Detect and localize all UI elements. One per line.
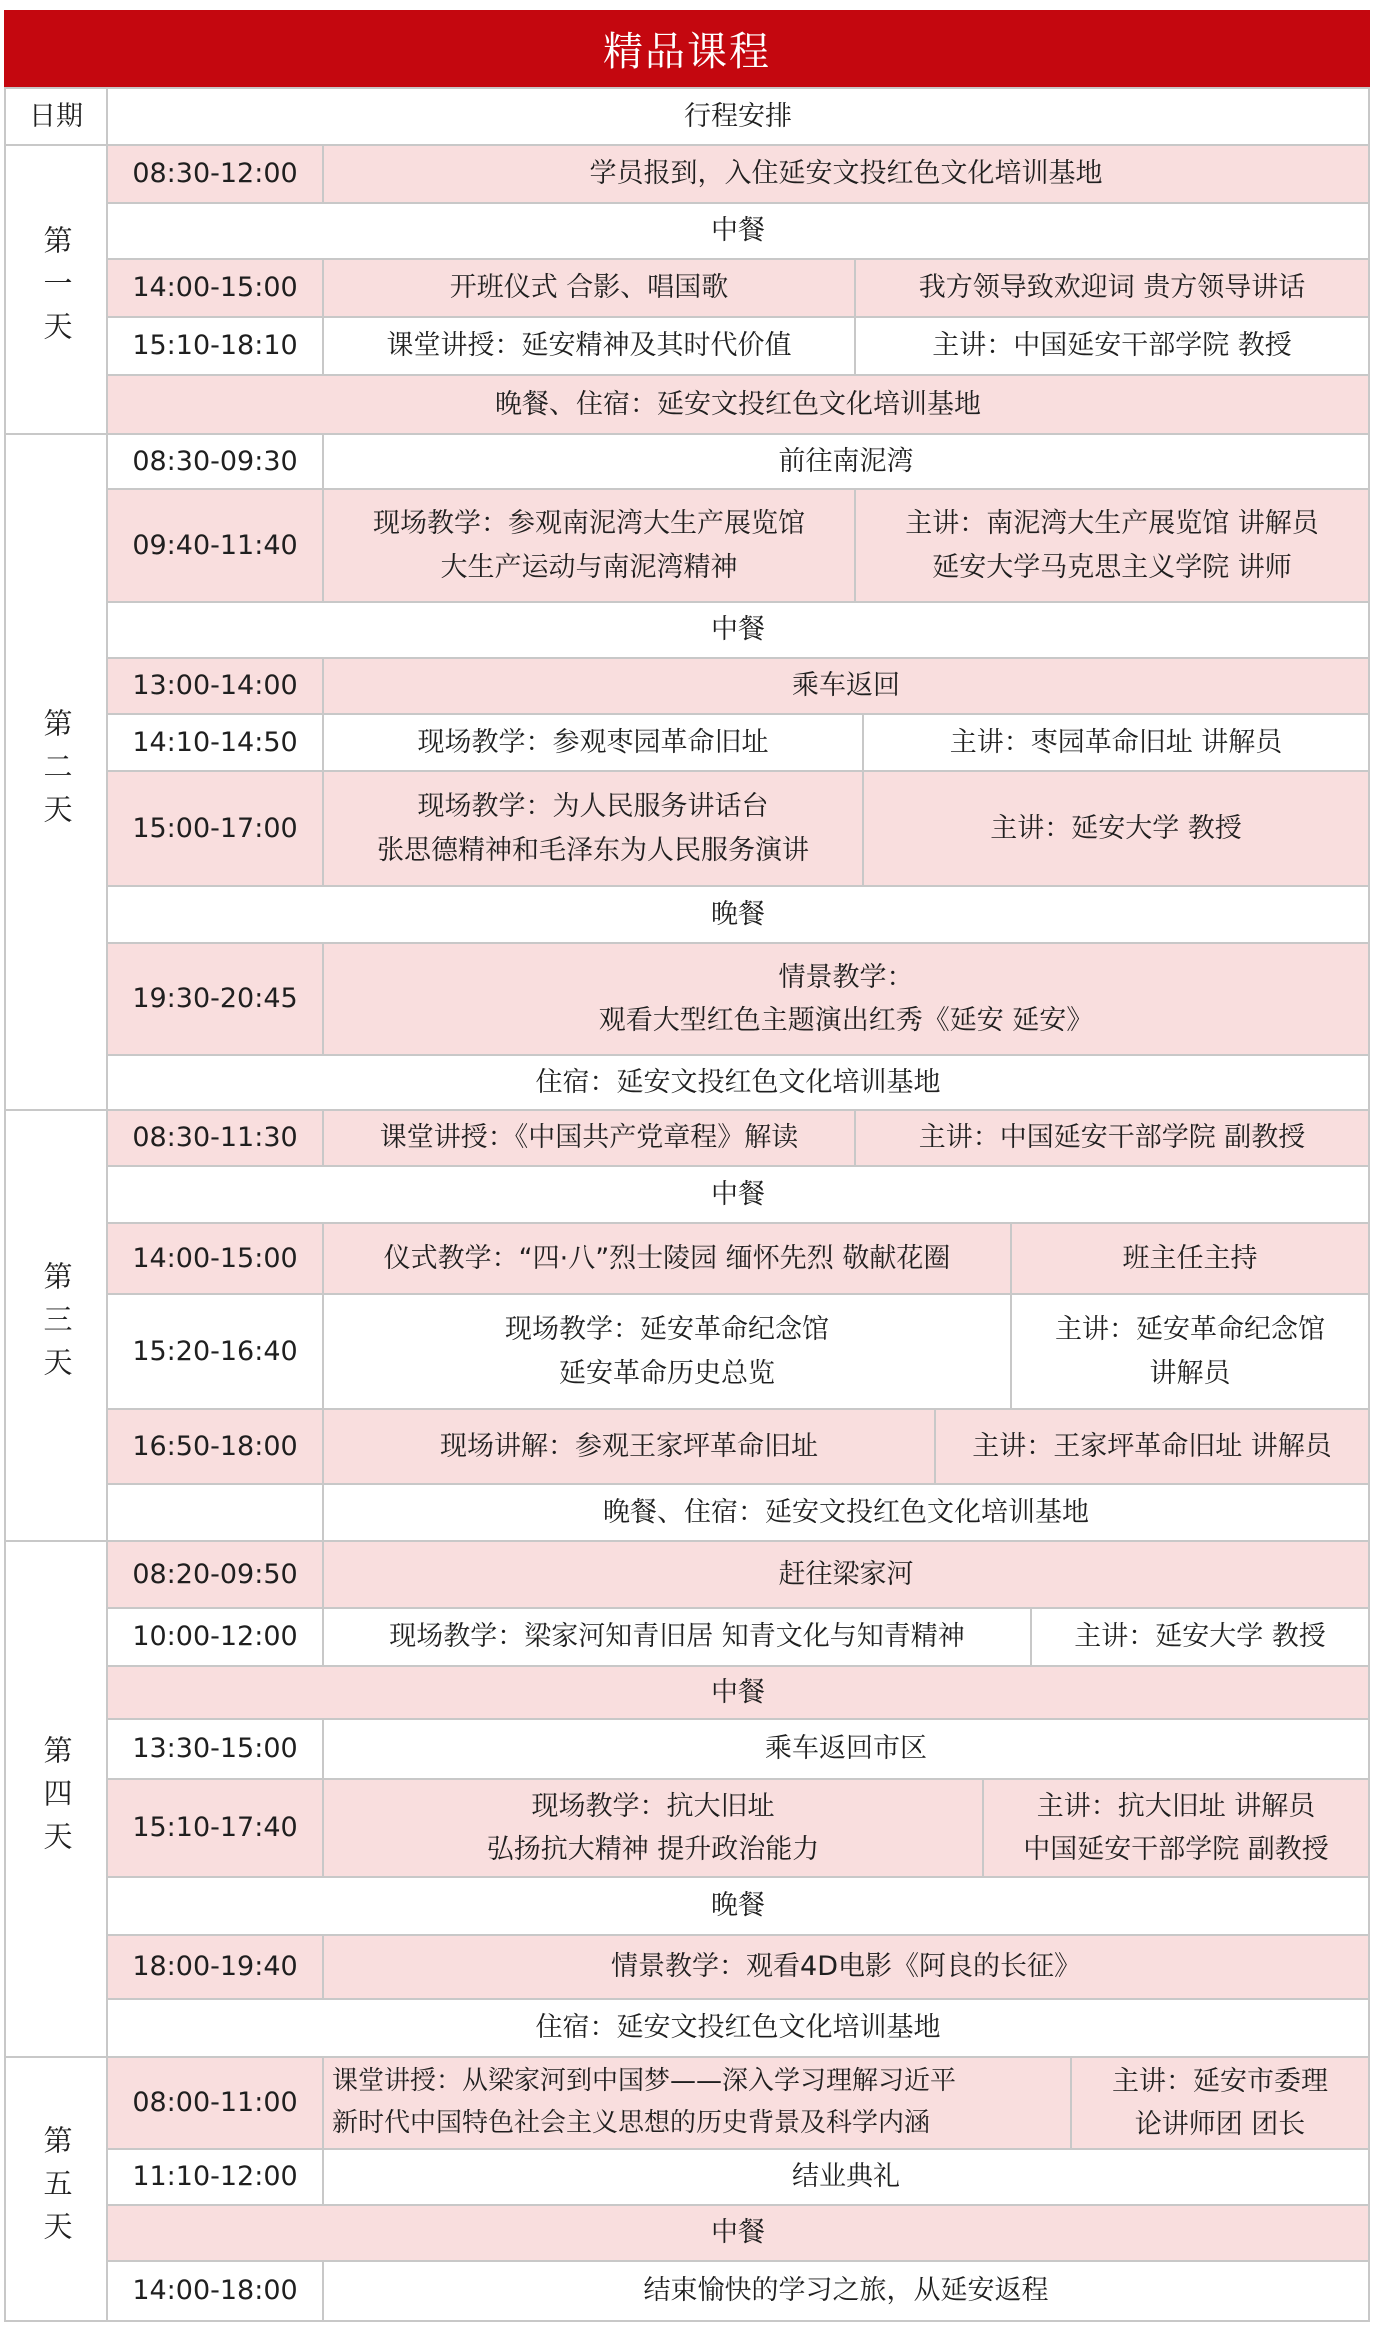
day-2-label: [4, 433, 108, 1111]
time-cell: 14:00-18:00: [106, 2260, 324, 2322]
activity-cell: 课堂讲授：从梁家河到中国梦——深入学习理解习近平 新时代中国特色社会主义思想的历史背景及科学内涵: [322, 2056, 1072, 2150]
meal-row: 中餐: [106, 202, 1370, 260]
speaker-cell: 我方领导致欢迎词 贵方领导讲话: [854, 258, 1370, 318]
lodging-row: 住宿：延安文投红色文化培训基地: [106, 1998, 1370, 2058]
activity-cell: 前往南泥湾: [322, 433, 1370, 490]
speaker-cell: 主讲：南泥湾大生产展览馆 讲解员 延安大学马克思主义学院 讲师: [854, 488, 1370, 603]
activity-cell: 情景教学： 观看大型红色主题演出红秀《延安 延安》: [322, 942, 1370, 1056]
time-cell: 08:30-12:00: [106, 144, 324, 204]
activity-cell: 乘车返回市区: [322, 1718, 1370, 1780]
time-cell: 14:00-15:00: [106, 258, 324, 318]
time-cell: 11:10-12:00: [106, 2148, 324, 2206]
meal-row: 中餐: [106, 2204, 1370, 2262]
meal-row: 晚餐: [106, 885, 1370, 944]
day-1-text: 第一天: [39, 225, 74, 354]
activity-cell: 现场教学：参观枣园革命旧址: [322, 713, 864, 772]
activity-cell: 开班仪式 合影、唱国歌: [322, 258, 856, 318]
activity-cell: 乘车返回: [322, 657, 1370, 715]
activity-cell: 情景教学：观看4D电影《阿良的长征》: [322, 1934, 1370, 2000]
meal-row: 晚餐: [106, 1876, 1370, 1936]
day-1-label: [4, 144, 108, 435]
time-cell: 15:10-18:10: [106, 316, 324, 376]
day-3-text: 第三天: [39, 1261, 74, 1390]
speaker-cell: 主讲：中国延安干部学院 副教授: [854, 1109, 1370, 1167]
speaker-cell: 主讲：王家坪革命旧址 讲解员: [934, 1408, 1370, 1485]
time-cell: 19:30-20:45: [106, 942, 324, 1056]
activity-cell: 现场讲解：参观王家坪革命旧址: [322, 1408, 936, 1485]
activity-cell: 结束愉快的学习之旅，从延安返程: [322, 2260, 1370, 2322]
activity-cell: 仪式教学：“四·八”烈士陵园 缅怀先烈 敬献花圈: [322, 1222, 1012, 1295]
activity-cell: 课堂讲授：延安精神及其时代价值: [322, 316, 856, 376]
day-5-text: 第五天: [39, 2124, 74, 2254]
header-date: 日期: [4, 87, 108, 146]
speaker-cell: 主讲：延安革命纪念馆 讲解员: [1010, 1293, 1370, 1410]
meal-row: 中餐: [106, 601, 1370, 659]
empty-time-cell: [106, 1483, 324, 1542]
time-cell: 09:40-11:40: [106, 488, 324, 603]
time-cell: 15:00-17:00: [106, 770, 324, 887]
activity-cell: 现场教学：参观南泥湾大生产展览馆 大生产运动与南泥湾精神: [322, 488, 856, 603]
day-3-label: [4, 1109, 108, 1542]
day-5-label: [4, 2056, 108, 2322]
day-2-text: 第二天: [39, 707, 74, 837]
lodging-row: 晚餐、住宿：延安文投红色文化培训基地: [322, 1483, 1370, 1542]
time-cell: 15:20-16:40: [106, 1293, 324, 1410]
activity-cell: 学员报到，入住延安文投红色文化培训基地: [322, 144, 1370, 204]
activity-cell: 现场教学：抗大旧址 弘扬抗大精神 提升政治能力: [322, 1778, 984, 1878]
activity-cell: 现场教学：为人民服务讲话台 张思德精神和毛泽东为人民服务演讲: [322, 770, 864, 887]
meal-row: 中餐: [106, 1665, 1370, 1720]
activity-cell: 结业典礼: [322, 2148, 1370, 2206]
time-cell: 08:20-09:50: [106, 1540, 324, 1609]
time-cell: 15:10-17:40: [106, 1778, 324, 1878]
speaker-cell: 主讲：中国延安干部学院 教授: [854, 316, 1370, 376]
lodging-row: 住宿：延安文投红色文化培训基地: [106, 1054, 1370, 1111]
time-cell: 08:30-09:30: [106, 433, 324, 490]
time-cell: 14:10-14:50: [106, 713, 324, 772]
activity-cell: 课堂讲授：《中国共产党章程》解读: [322, 1109, 856, 1167]
time-cell: 16:50-18:00: [106, 1408, 324, 1485]
activity-cell: 赶往梁家河: [322, 1540, 1370, 1609]
day-4-label: [4, 1540, 108, 2058]
time-cell: 08:30-11:30: [106, 1109, 324, 1167]
time-cell: 08:00-11:00: [106, 2056, 324, 2150]
page-title: 精品课程: [4, 10, 1370, 87]
day-4-text: 第四天: [39, 1734, 74, 1864]
time-cell: 13:00-14:00: [106, 657, 324, 715]
time-cell: 18:00-19:40: [106, 1934, 324, 2000]
speaker-cell: 主讲：延安市委理 论讲师团 团长: [1070, 2056, 1370, 2150]
activity-cell: 现场教学：梁家河知青旧居 知青文化与知青精神: [322, 1607, 1032, 1667]
speaker-cell: 主讲：抗大旧址 讲解员 中国延安干部学院 副教授: [982, 1778, 1370, 1878]
speaker-cell: 主讲：延安大学 教授: [862, 770, 1370, 887]
activity-cell: 现场教学：延安革命纪念馆 延安革命历史总览: [322, 1293, 1012, 1410]
speaker-cell: 主讲：枣园革命旧址 讲解员: [862, 713, 1370, 772]
time-cell: 14:00-15:00: [106, 1222, 324, 1295]
lodging-row: 晚餐、住宿：延安文投红色文化培训基地: [106, 374, 1370, 435]
speaker-cell: 班主任主持: [1010, 1222, 1370, 1295]
time-cell: 13:30-15:00: [106, 1718, 324, 1780]
time-cell: 10:00-12:00: [106, 1607, 324, 1667]
header-schedule: 行程安排: [106, 87, 1370, 146]
speaker-cell: 主讲：延安大学 教授: [1030, 1607, 1370, 1667]
meal-row: 中餐: [106, 1165, 1370, 1224]
